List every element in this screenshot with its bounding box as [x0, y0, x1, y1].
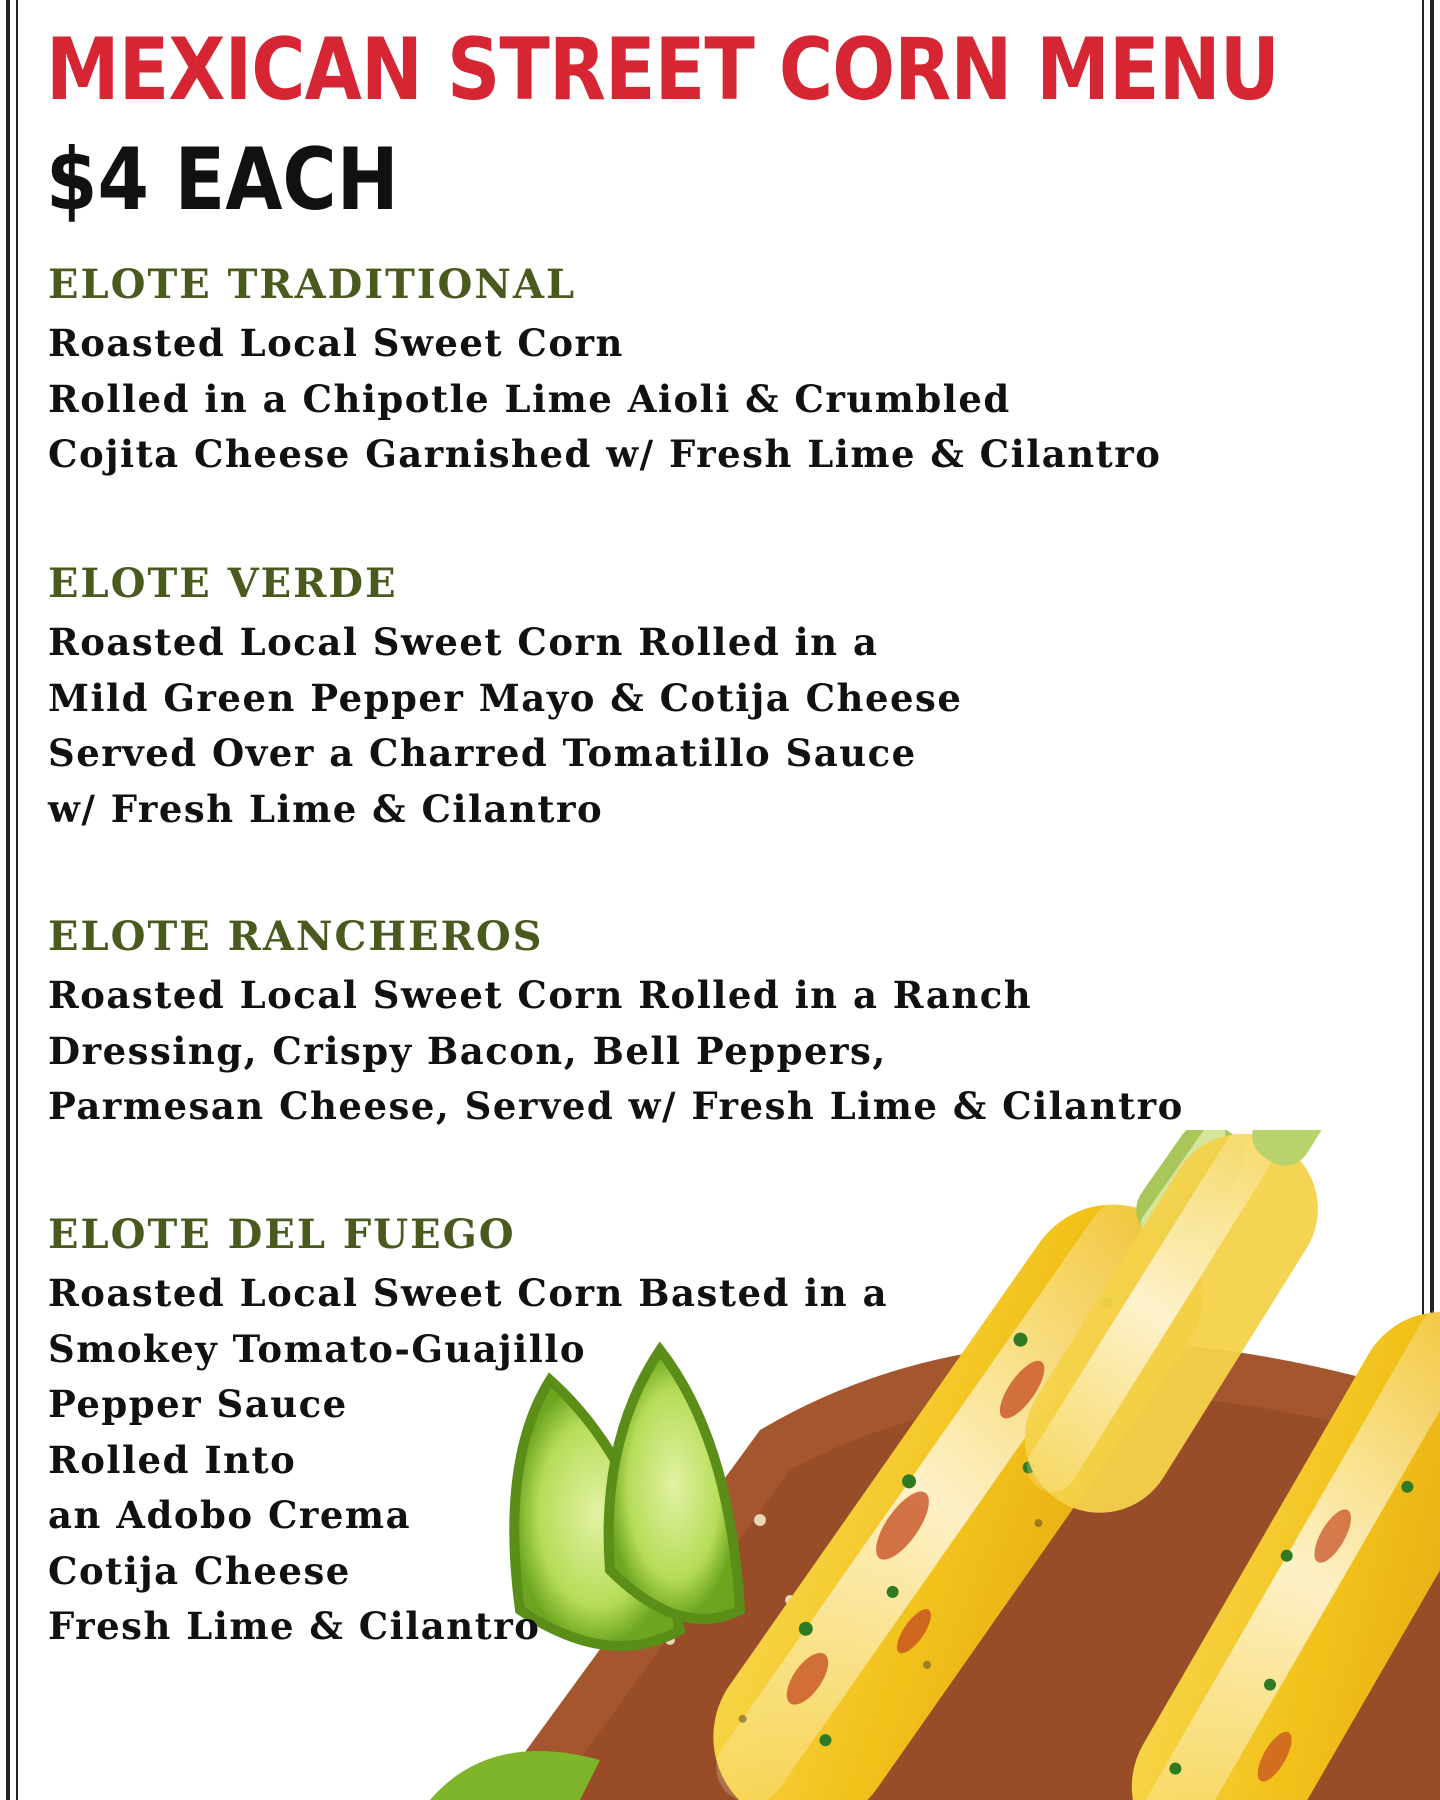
item-description	[48, 615, 1188, 837]
item-description	[48, 1266, 1188, 1655]
item-name: ELOTE VERDE	[48, 560, 398, 607]
description-line: Roasted Local Sweet Corn Rolled in a Ranch	[48, 973, 1033, 1017]
menu-item-elote-rancheros	[48, 914, 1188, 1135]
left-border-inner-line	[16, 0, 18, 1800]
item-name: ELOTE TRADITIONAL	[48, 261, 577, 308]
description-line: Served Over a Charred Tomatillo Sauce	[48, 731, 917, 775]
description-line: Parmesan Cheese, Served w/ Fresh Lime & Cilantro	[48, 1084, 1184, 1128]
description-line: Dressing, Crispy Bacon, Bell Peppers,	[48, 1028, 887, 1073]
description-line: Rolled in a Chipotle Lime Aioli & Crumbled	[48, 376, 1011, 421]
description-line: Rolled Into	[48, 1437, 297, 1482]
menu-item-elote-traditional	[48, 262, 1188, 483]
description-line: Roasted Local Sweet Corn Basted in a	[48, 1271, 889, 1315]
menu-title: MEXICAN STREET CORN MENU	[46, 20, 1279, 120]
item-name: ELOTE RANCHEROS	[48, 913, 544, 960]
description-line: Mild Green Pepper Mayo & Cotija Cheese	[48, 675, 963, 720]
description-line: Pepper Sauce	[48, 1382, 348, 1426]
description-line: w/ Fresh Lime & Cilantro	[48, 786, 604, 831]
item-name: ELOTE DEL FUEGO	[48, 1211, 516, 1258]
menu-item-elote-verde	[48, 561, 1188, 837]
description-line: Smokey Tomato-Guajillo	[48, 1326, 587, 1371]
description-line: Cotija Cheese	[48, 1548, 351, 1593]
description-line: Roasted Local Sweet Corn Rolled in a	[48, 620, 879, 664]
item-description	[48, 316, 1188, 483]
item-description	[48, 968, 1188, 1135]
description-line: Cojita Cheese Garnished w/ Fresh Lime & Cilantro	[48, 432, 1162, 476]
menu-price: $4 EACH	[46, 130, 399, 230]
description-line: an Adobo Crema	[48, 1493, 412, 1537]
description-line: Roasted Local Sweet Corn	[48, 321, 624, 365]
menu-item-elote-del-fuego	[48, 1212, 1188, 1655]
description-line: Fresh Lime & Cilantro	[48, 1604, 541, 1648]
left-border-line	[6, 0, 10, 1800]
